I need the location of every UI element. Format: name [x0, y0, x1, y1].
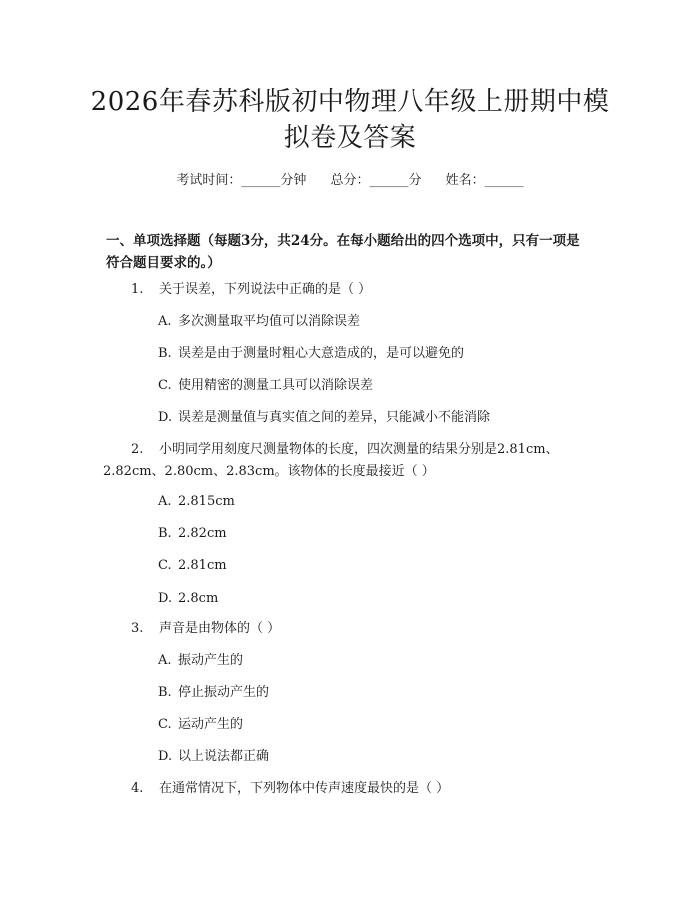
- option-text: 2.815cm: [178, 494, 235, 509]
- option-letter: B.: [158, 346, 172, 361]
- question-3: [131, 620, 280, 638]
- option-text: 以上说法都正确: [178, 749, 270, 764]
- question-2-option-d: [158, 590, 218, 608]
- question-1-option-b: [158, 345, 464, 363]
- question-number: 3.: [131, 621, 144, 636]
- option-letter: B.: [158, 526, 172, 541]
- question-2-option-a: [158, 493, 235, 511]
- option-letter: A.: [158, 314, 172, 329]
- question-text: 声音是由物体的（ ）: [159, 621, 281, 636]
- exam-info-line: [0, 169, 700, 188]
- option-text: 振动产生的: [178, 653, 244, 668]
- question-2: [131, 441, 559, 459]
- option-text: 2.8cm: [178, 591, 219, 606]
- section-heading: 一、单项选择题（每题3分，共24分。在每小题给出的四个选项中，只有一项是: [106, 233, 580, 249]
- question-text: 在通常情况下，下列物体中传声速度最快的是（ ）: [159, 781, 450, 796]
- question-1: [131, 281, 371, 299]
- question-number: 1.: [131, 282, 144, 297]
- option-text: 使用精密的测量工具可以消除误差: [178, 378, 374, 393]
- option-letter: C.: [158, 717, 172, 732]
- option-letter: C.: [158, 378, 172, 393]
- option-text: 停止振动产生的: [178, 685, 270, 700]
- question-2-option-b: [158, 525, 227, 543]
- question-2-option-c: [158, 557, 227, 575]
- option-text: 运动产生的: [178, 717, 244, 732]
- option-text: 误差是测量值与真实值之间的差异，只能减小不能消除: [178, 410, 491, 425]
- question-1-option-a: [158, 313, 360, 331]
- option-text: 多次测量取平均值可以消除误差: [178, 314, 361, 329]
- question-3-option-b: [158, 684, 269, 702]
- question-3-option-d: [158, 748, 269, 766]
- option-text: 2.82cm: [178, 526, 227, 541]
- exam-time-field: 考试时间：______分钟: [176, 173, 307, 188]
- option-letter: A.: [158, 494, 172, 509]
- question-number: 2.: [131, 442, 144, 457]
- option-letter: D.: [158, 749, 173, 764]
- option-letter: C.: [158, 558, 172, 573]
- question-4: [131, 780, 449, 798]
- page-title-line-2: 拟卷及答案: [283, 123, 417, 153]
- option-letter: D.: [158, 410, 173, 425]
- question-2-continued: 2.82cm、2.80cm、2.83cm。该物体的长度最接近（ ）: [103, 464, 435, 479]
- question-1-option-c: [158, 377, 373, 395]
- page-title-line-1: 2026年春苏科版初中物理八年级上册期中模: [90, 87, 610, 117]
- question-3-option-a: [158, 652, 243, 670]
- question-text: 关于误差，下列说法中正确的是（ ）: [159, 282, 372, 297]
- question-number: 4.: [131, 781, 144, 796]
- option-letter: B.: [158, 685, 172, 700]
- option-text: 误差是由于测量时粗心大意造成的，是可以避免的: [178, 346, 465, 361]
- option-letter: A.: [158, 653, 172, 668]
- option-letter: D.: [158, 591, 173, 606]
- section-heading-continued: 符合题目要求的。）: [106, 255, 221, 271]
- question-text: 小明同学用刻度尺测量物体的长度，四次测量的结果分别是2.81cm、: [159, 442, 559, 457]
- question-3-option-c: [158, 716, 243, 734]
- option-text: 2.81cm: [178, 558, 227, 573]
- total-score-field: 总分：______分: [330, 173, 422, 188]
- student-name-field: 姓名：______: [445, 173, 524, 188]
- question-1-option-d: [158, 409, 490, 427]
